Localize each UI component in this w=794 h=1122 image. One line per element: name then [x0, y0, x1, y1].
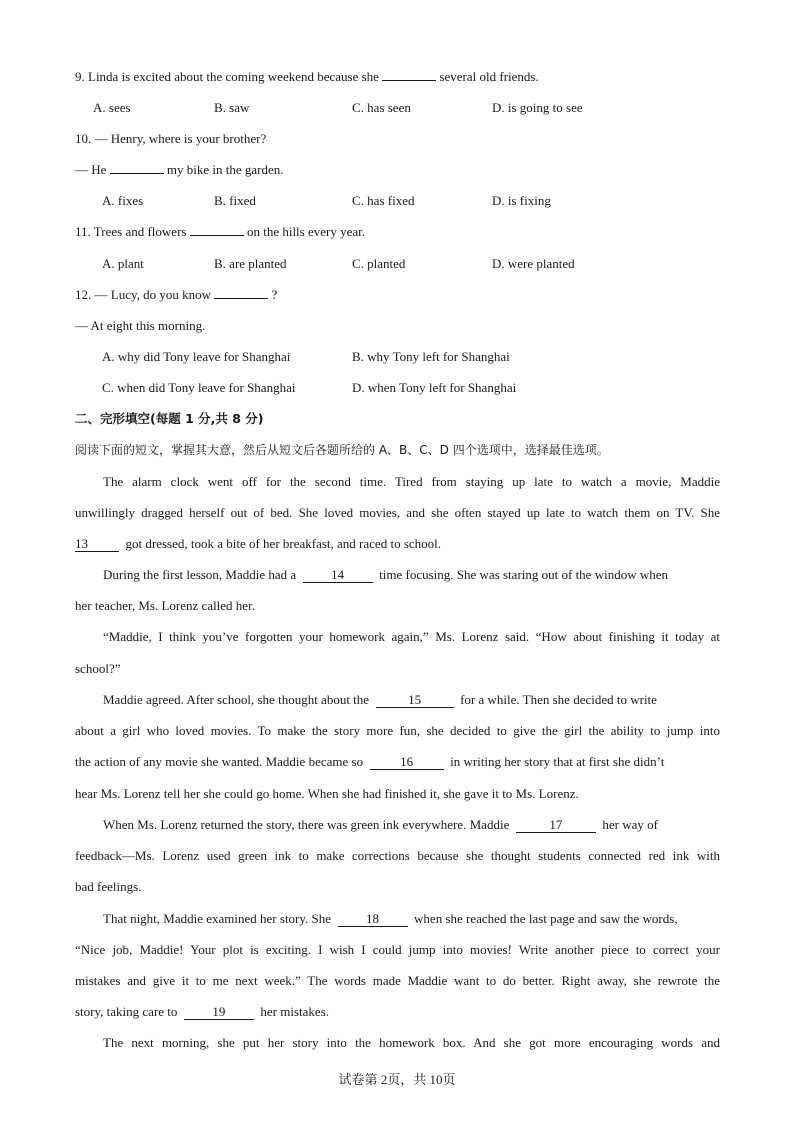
question-12-stem-end: ? — [271, 287, 278, 302]
question-10-stem: 10. — Henry, where is your brother? — [75, 131, 267, 146]
question-9-stem — [75, 69, 720, 85]
question-11-option-d: D. were planted — [492, 256, 575, 271]
passage-line — [103, 692, 720, 708]
passage-text: for a while. Then she decided to write — [460, 692, 657, 707]
page-footer: 试卷第 2页，共 10页 — [338, 1072, 456, 1087]
question-12-option-c: C. when did Tony leave for Shanghai — [102, 380, 296, 395]
passage-line — [75, 536, 720, 552]
passage-text: time focusing. She was staring out of the window when — [379, 567, 668, 582]
question-12-reply: — At eight this morning. — [75, 318, 206, 333]
question-11-stem-start: 11. Trees and flowers — [75, 224, 187, 239]
question-11-option-c: C. planted — [352, 256, 406, 271]
question-9-stem-end: several old friends. — [439, 69, 539, 84]
passage-text: the action of any movie she wanted. Maddie became so — [75, 754, 364, 769]
question-9-option-c: C. has seen — [352, 100, 411, 115]
question-10-reply-end: my bike in the garden. — [166, 162, 284, 177]
passage-text: her mistakes. — [260, 1004, 329, 1019]
answer-blank — [214, 287, 268, 299]
question-9-option-d: D. is going to see — [492, 100, 583, 115]
section-instruction: 阅读下面的短文，掌握其大意，然后从短文后各题所给的 A、B、C、D 四个选项中，选择最佳选项。 — [75, 443, 609, 457]
question-9-option-b: B. saw — [214, 100, 250, 115]
question-12-option-b: B. why Tony left for Shanghai — [352, 349, 510, 364]
passage-text: in writing her story that at first she didn’t — [450, 754, 665, 769]
passage-text: During the first lesson, Maddie had a — [103, 567, 297, 582]
passage-line: hear Ms. Lorenz tell her she could go home. When she had finished it, she gave it to Ms. Lorenz. — [75, 786, 579, 801]
question-12-stem — [75, 287, 720, 303]
passage-line — [75, 754, 720, 770]
section-heading: 二、完形填空(每题 1 分,共 8 分) — [75, 411, 264, 426]
passage-line: The next morning, she put her story into the homework box. And she got more encouraging words and — [103, 1035, 720, 1050]
question-12-option-a: A. why did Tony leave for Shanghai — [102, 349, 291, 364]
passage-text: when she reached the last page and saw the words, — [414, 911, 678, 926]
cloze-blank-18: 18 — [338, 912, 408, 927]
passage-text: story, taking care to — [75, 1004, 178, 1019]
question-10-reply-start: — He — [75, 162, 107, 177]
question-9-stem-start: 9. Linda is excited about the coming weekend because she — [75, 69, 379, 84]
question-10-reply — [75, 162, 720, 178]
passage-line: “Nice job, Maddie! Your plot is exciting. I wish I could jump into movies! Write another piece to correct your — [75, 942, 720, 957]
passage-line: school?” — [75, 661, 121, 676]
question-11-stem-end: on the hills every year. — [246, 224, 366, 239]
answer-blank — [110, 162, 164, 174]
cloze-blank-14: 14 — [303, 568, 373, 583]
passage-text: her way of — [602, 817, 658, 832]
cloze-blank-17: 17 — [516, 818, 596, 833]
question-11-option-b: B. are planted — [214, 256, 287, 271]
cloze-blank-16: 16 — [370, 755, 444, 770]
passage-line: her teacher, Ms. Lorenz called her. — [75, 598, 255, 613]
passage-line — [103, 567, 720, 583]
passage-text: got dressed, took a bite of her breakfast, and raced to school. — [125, 536, 442, 551]
passage-line — [103, 911, 720, 927]
question-10-option-d: D. is fixing — [492, 193, 551, 208]
passage-text: When Ms. Lorenz returned the story, there was green ink everywhere. Maddie — [103, 817, 510, 832]
question-10-option-c: C. has fixed — [352, 193, 415, 208]
passage-line: “Maddie, I think you’ve forgotten your homework again,” Ms. Lorenz said. “How about finishing it today at — [103, 629, 720, 644]
question-11-option-a: A. plant — [102, 256, 144, 271]
answer-blank — [382, 69, 436, 81]
passage-text: That night, Maddie examined her story. She — [103, 911, 332, 926]
question-10-option-b: B. fixed — [214, 193, 256, 208]
question-12-stem-start: 12. — Lucy, do you know — [75, 287, 212, 302]
question-11-stem — [75, 224, 720, 240]
passage-line: about a girl who loved movies. To make the story more fun, she decided to give the girl the ability to jump into — [75, 723, 720, 738]
passage-text: Maddie agreed. After school, she thought about the — [103, 692, 370, 707]
question-10-option-a: A. fixes — [102, 193, 144, 208]
passage-line: feedback—Ms. Lorenz used green ink to make corrections because she thought students connected red ink with — [75, 848, 720, 863]
cloze-blank-13: 13 — [75, 537, 119, 552]
cloze-blank-15: 15 — [376, 693, 454, 708]
passage-line — [103, 817, 720, 833]
passage-line — [75, 1004, 720, 1020]
passage-line: The alarm clock went off for the second time. Tired from staying up late to watch a movie, Maddie — [103, 474, 720, 489]
question-9-option-a: A. sees — [93, 100, 131, 115]
passage-line: bad feelings. — [75, 879, 142, 894]
answer-blank — [190, 224, 244, 236]
passage-line: mistakes and give it to me next week.” The words made Maddie want to do better. Right away, she rewrote the — [75, 973, 720, 988]
passage-line: unwillingly dragged herself out of bed. She loved movies, and she often stayed up late to watch them on TV. She — [75, 505, 720, 520]
cloze-blank-19: 19 — [184, 1005, 254, 1020]
question-12-option-d: D. when Tony left for Shanghai — [352, 380, 517, 395]
